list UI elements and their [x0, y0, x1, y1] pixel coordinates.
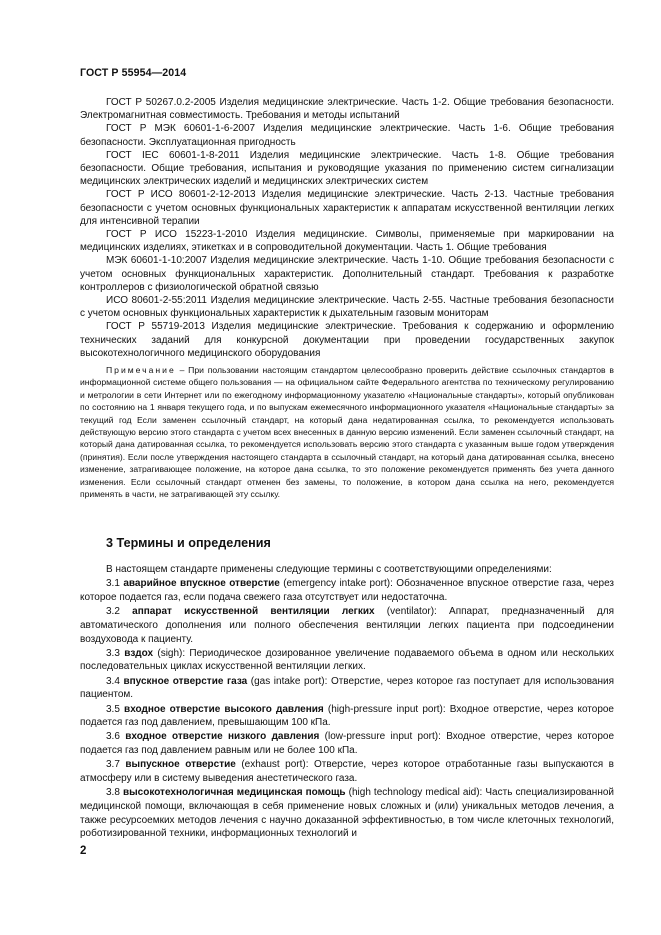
term-definition: (high technology medical aid): Часть специализированной медицинской помощи, включающая в себя применение новых сложных и (или) уникальных методов лечения, а также ресурсоемких методов лечения с научно доказанной эффективностью, в том числе клеточных технологий, роботизированной техники, информационных технологий и — [80, 787, 614, 840]
term-number: 3.5 — [106, 703, 120, 715]
term-number: 3.7 — [106, 759, 120, 771]
term-definition: (exhaust port): Отверстие, через которое отработанные газы выпускаются в атмосферу или в систему выведения анестетического газа. — [80, 759, 614, 785]
term-definition: (high-pressure input port): Входное отверстие, через которое подается газ под давлением, превышающим 100 кПа. — [80, 703, 614, 729]
term-entry — [80, 647, 614, 674]
reference-item: ИСО 80601-2-55:2011 Изделия медицинские электрические. Часть 2-55. Частные требования безопасности с учетом основных функциональных характеристик к дыхательным газовым мониторам — [80, 295, 614, 320]
term-entry — [80, 703, 614, 730]
section-title: 3 Термины и определения — [106, 536, 271, 550]
term-entry — [80, 786, 614, 841]
term-number: 3.3 — [106, 647, 120, 659]
note-text: – При пользовании настоящим стандартом целесообразно проверить действие ссылочных стандартов в информационной системе общего пользования — на официальном сайте Федерального агентства по техническому регулированию и метрологии в сети Интернет или по ежегодному информационному указателю «Национальные стандарты», который опубликован по состоянию на 1 января текущего года, и по выпускам ежемесячного информационного указателя «Национальные стандарты» за текущий год Если заменен ссылочный стандарт, на который дана недатированная ссылка, то рекомендуется использовать действующую версию этого стандарта с учетом всех внесенных в данную версию изменений. Если заменен ссылочный стандарт, на который дана датированная ссылка, то рекомендуется использовать версию этого стандарта с указанным выше годом утверждения (принятия). Если после утверждения настоящего стандарта в ссылочный стандарт, на который дана датированная ссылка, внесено изменение, затрагивающее положение, на которое дана ссылка, то это положение рекомендуется применять без учета данного изменения. Если ссылочный стандарт отменен без замены, то положение, в котором дана ссылка на него, рекомендуется применять в части, не затрагивающей эту ссылку. — [80, 365, 614, 500]
page-number: 2 — [80, 845, 87, 857]
term-name: аппарат искусственной вентиляции легких — [132, 606, 375, 618]
term-definition: (emergency intake port): Обозначенное впускное отверстие газа, через которое подается газ, если подача свежего газа отсутствует или недостаточна. — [80, 578, 614, 603]
term-name: вздох — [124, 647, 154, 659]
note-label: Примечание — [106, 365, 176, 375]
term-number: 3.4 — [106, 675, 120, 687]
term-number: 3.1 — [106, 578, 120, 590]
reference-item: МЭК 60601-1-10:2007 Изделия медицинские электрические. Часть 1-10. Общие требования безопасности с учетом основных функциональных характеристик. Дополнительный стандарт. Требования к разработке контроллеров с физиологической обратной связью — [80, 255, 614, 293]
standard-header: ГОСТ Р 55954—2014 — [80, 67, 187, 79]
term-entry — [80, 577, 614, 604]
reference-item: ГОСТ Р 50267.0.2-2005 Изделия медицинские электрические. Часть 1-2. Общие требования безопасности. Электромагнитная совместимость. Требования и методы испытаний — [80, 97, 614, 122]
term-name: входное отверстие высокого давления — [124, 703, 324, 715]
reference-item: ГОСТ Р ИСО 15223-1-2010 Изделия медицинские. Символы, применяемые при маркировании на медицинских изделиях, этикетках и в сопроводительной документации. Часть 1. Общие требования — [80, 229, 614, 254]
term-entry — [80, 605, 614, 646]
reference-item: ГОСТ Р МЭК 60601-1-6-2007 Изделия медицинские электрические. Часть 1-6. Общие требования безопасности. Эксплуатационная пригодность — [80, 123, 614, 148]
term-entry — [80, 730, 614, 757]
term-number: 3.2 — [106, 606, 120, 618]
note-paragraph — [80, 364, 614, 500]
term-definition: (sigh): Периодическое дозированное увеличение подаваемого объема в одном или нескольких последовательных циклах искусственной вентиляции легких. — [80, 647, 614, 673]
reference-item: ГОСТ Р 55719-2013 Изделия медицинские электрические. Требования к содержанию и оформлению технических заданий для конкурсной документации при проведении государственных закупок высокотехнологичного медицинского оборудования — [80, 321, 614, 359]
term-definition: (low-pressure input port): Входное отверстие, через которое подается газ под давлением равным или не более 100 кПа. — [80, 731, 615, 757]
term-number: 3.6 — [106, 731, 120, 743]
terms-list — [80, 563, 614, 842]
terms-intro: В настоящем стандарте применены следующие термины с соответствующими определениями: — [106, 564, 552, 575]
normative-references — [80, 96, 614, 360]
term-number: 3.8 — [106, 787, 120, 799]
term-definition: (gas intake port): Отверстие, через которое газ поступает для использования пациентом. — [80, 675, 614, 701]
term-name: высокотехнологичная медицинская помощь — [122, 787, 346, 799]
term-definition: (ventilator): Аппарат, предназначенный для автоматического дополнения или полного обеспечения вентиляции легких пациента при подсоединении воздуховода к пациенту. — [80, 606, 614, 645]
term-name: аварийное впускное отверстие — [123, 578, 280, 590]
reference-item: ГОСТ IEC 60601-1-8-2011 Изделия медицинские электрические. Часть 1-8. Общие требования безопасности. Общие требования, испытания и руководящие указания по применению систем сигнализации медицинских электрических изделий и медицинских электрических систем — [80, 149, 614, 188]
term-entry — [80, 758, 614, 785]
term-name: входное отверстие низкого давления — [125, 731, 320, 743]
term-entry — [80, 675, 614, 702]
term-name: выпускное отверстие — [125, 759, 236, 771]
term-name: впускное отверстие газа — [123, 675, 248, 687]
reference-item: ГОСТ Р ИСО 80601-2-12-2013 Изделия медицинские электрические. Часть 2-13. Частные требования безопасности с учетом основных функциональных характеристик к аппаратам искусственной вентиляции легких для интенсивной терапии — [80, 189, 614, 227]
